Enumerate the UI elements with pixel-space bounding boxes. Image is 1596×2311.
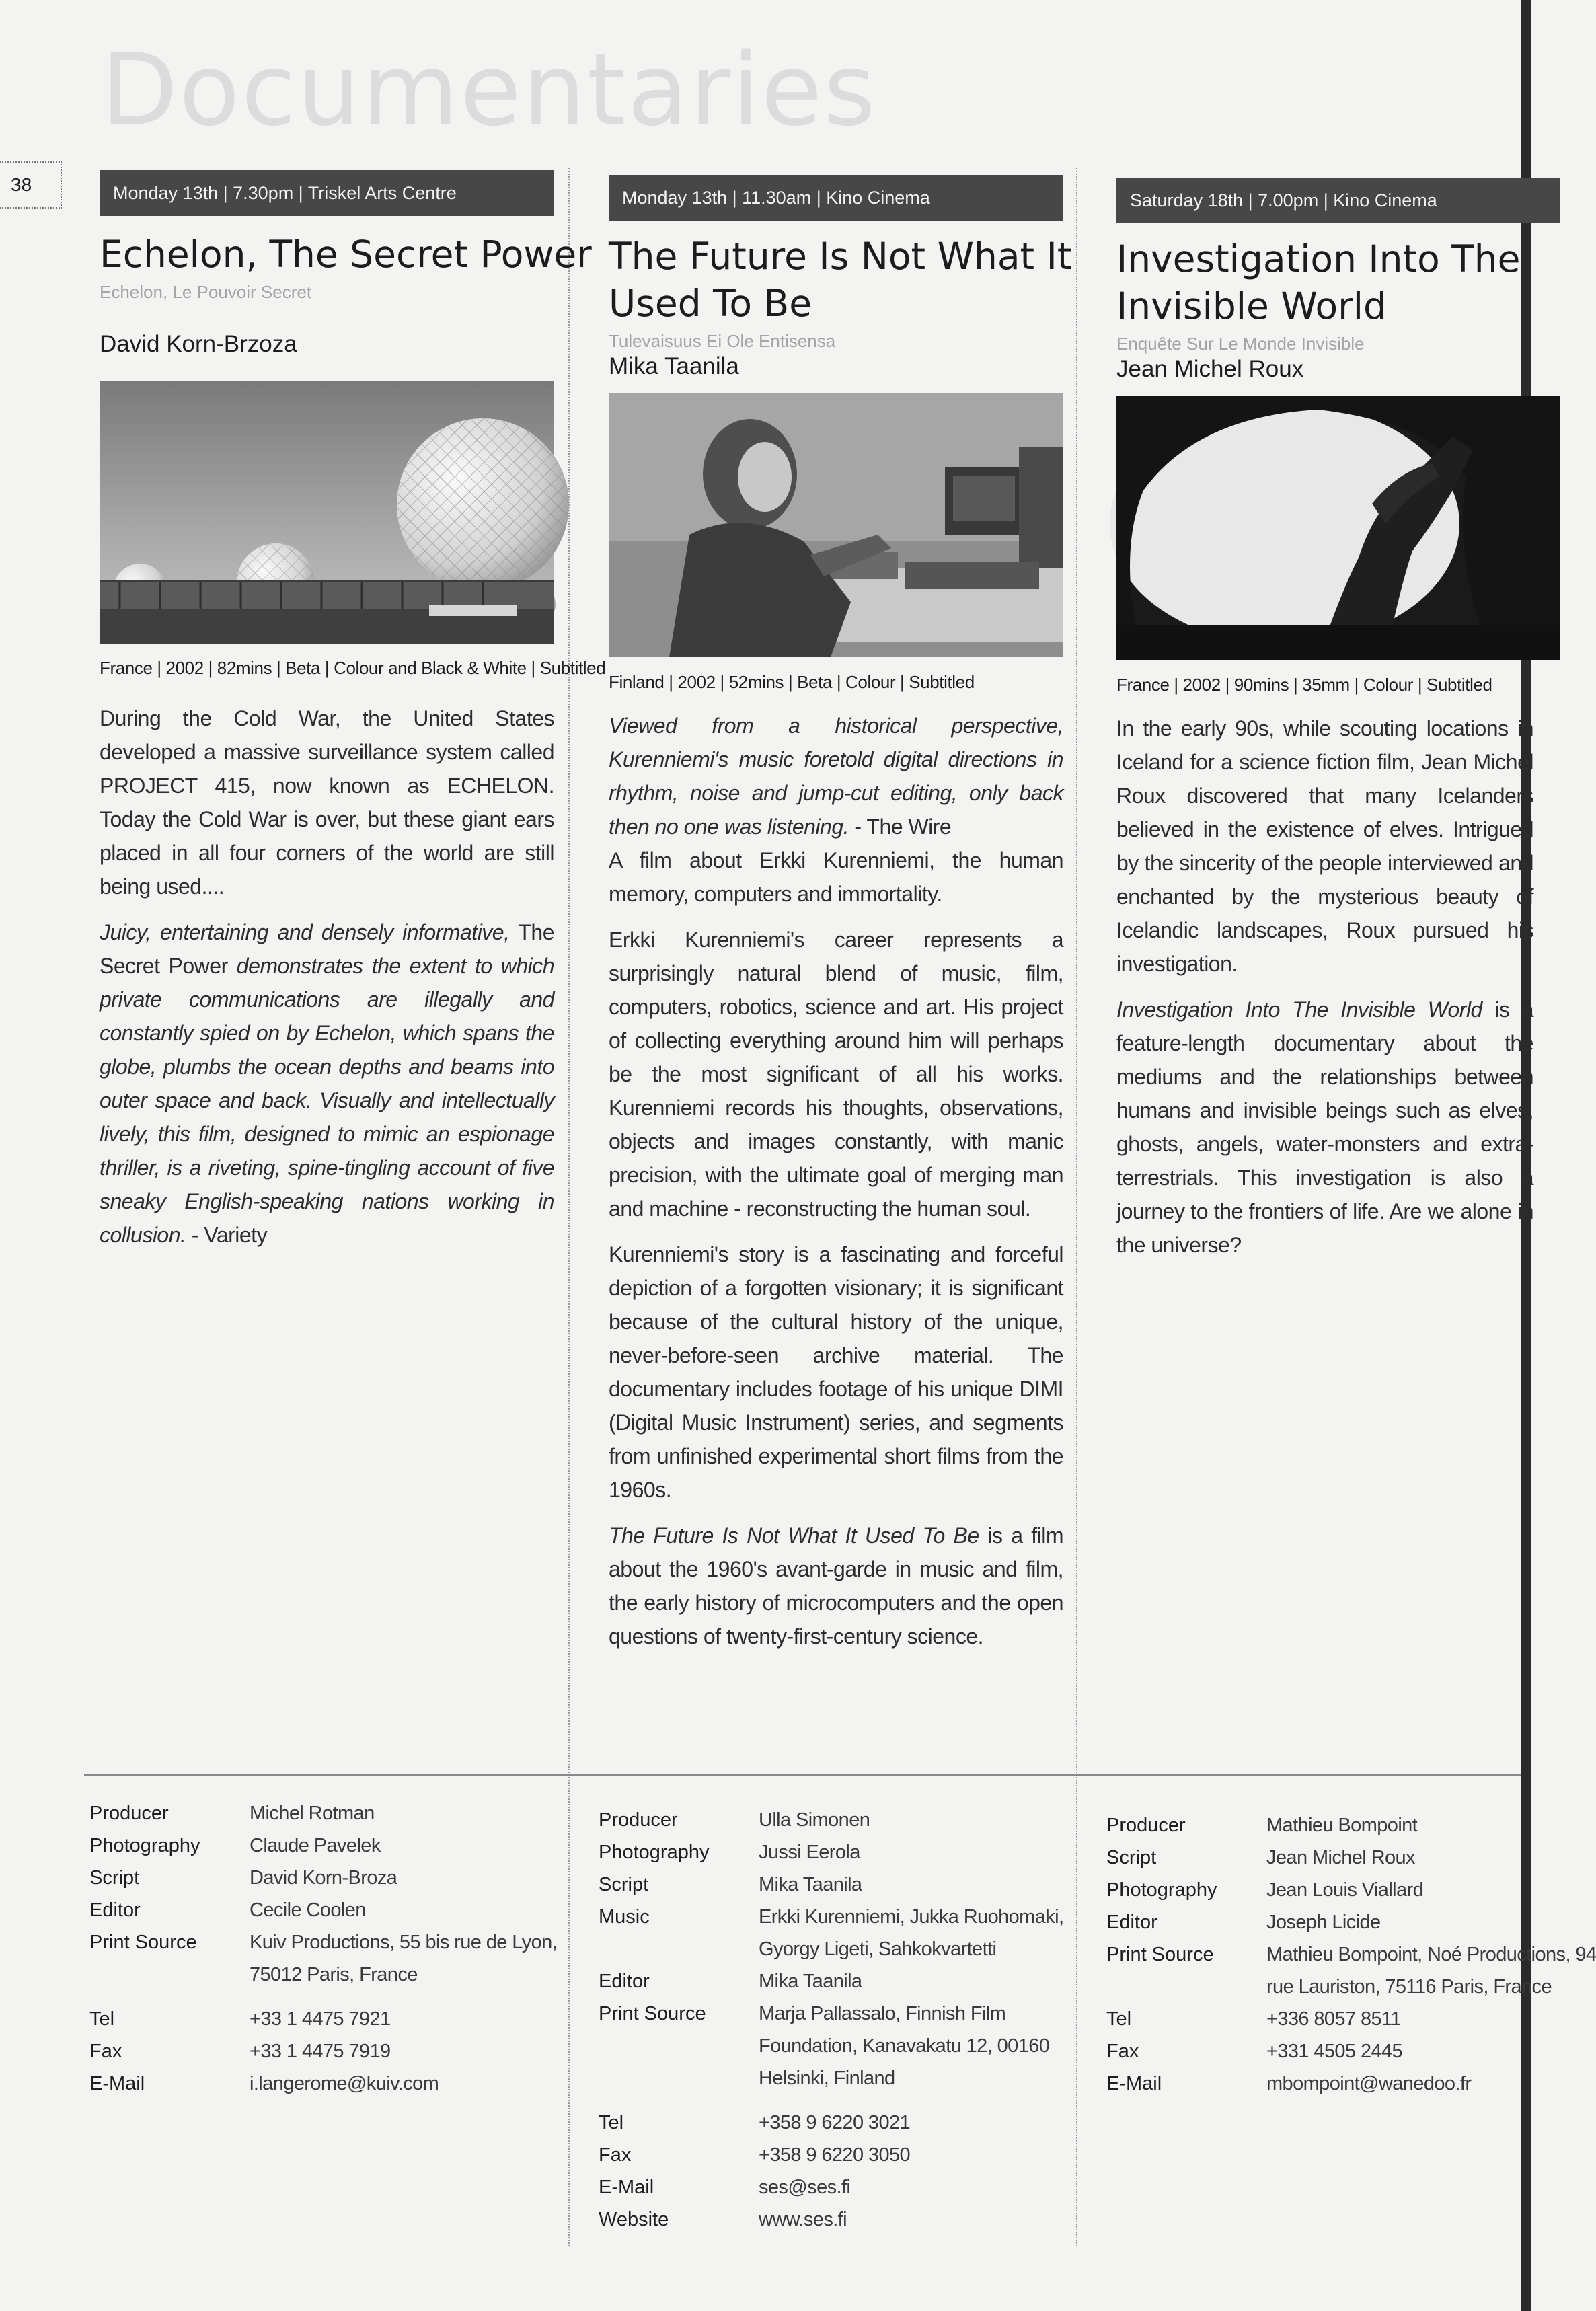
synopsis-paragraph: A film about Erkki Kurenniemi, the human memory, computers and immortality. (609, 848, 1063, 906)
credit-row: Script Mika Taanila (599, 1874, 862, 1895)
contact-row: Fax +358 9 6220 3050 (599, 2144, 911, 2166)
director-name: Mika Taanila (609, 353, 739, 379)
credits-echelon (89, 1797, 557, 2100)
screening-bar: Monday 13th | 7.30pm | Triskel Arts Centre (100, 170, 554, 216)
review-quote: Viewed from a historical perspective, Kurenniemi's music foretold digital directions in rhythm, noise and jump-cut editing, only back then no one was listening. - The Wire (609, 714, 1063, 839)
credit-row: Producer Ulla Simonen (599, 1809, 870, 1831)
contact-row: Fax +331 4505 2445 (1106, 2041, 1403, 2062)
credit-row: rue Lauriston, 75116 Paris, France (1266, 1976, 1552, 1998)
synopsis-paragraph: Kurenniemi's story is a fascinating and forceful depiction of a forgotten visionary; it is significant because of the cultural history of the unique, never-before-seen archive material. The documentary includes footage of his unique DIMI (Digital Music Instrument) series, and segments from unfinished experimental short films from the 1960s. (609, 1242, 1063, 1502)
synopsis-paragraph: Investigation Into The Invisible World is a feature-length documentary about the mediums and the relationships between humans and invisible beings such as elves, ghosts, angels, water-monsters and extra-terrestrials. This investigation is also a journey to the frontiers of life. Are we alone in the universe? (1116, 997, 1534, 1257)
credits-future (599, 1804, 1063, 2236)
credit-row: Photography Jussi Eerola (599, 1842, 860, 1863)
film-synopsis (100, 702, 554, 1252)
synopsis-paragraph: During the Cold War, the United States developed a massive surveillance system called PROJECT 415, now known as ECHELON. Today the Cold War is over, but these giant ears placed in all four corners of the world are still being used.... (100, 706, 554, 899)
original-title: Tulevaisuus Ei Ole Entisensa (609, 331, 836, 351)
credit-row: Print Source Kuiv Productions, 55 bis rue de Lyon, (89, 1932, 558, 1953)
page-number: 38 (0, 161, 62, 209)
contact-row: E-Mail i.langerome@kuiv.com (89, 2073, 439, 2094)
synopsis-paragraph: Erkki Kurenniemi's career represents a surprisingly natural blend of music, film, computers, robotics, science and art. His project of collecting everything around him will perhaps be the most significant of all his works. Kurenniemi records his thoughts, observations, objects and images constantly, with manic precision, with the ultimate goal of merging man and machine - reconstructing the human soul. (609, 927, 1063, 1221)
screening-bar: Saturday 18th | 7.00pm | Kino Cinema (1116, 178, 1560, 223)
credit-row: Editor Joseph Licide (1106, 1911, 1381, 1933)
credit-row: Music Erkki Kurenniemi, Jukka Ruohomaki, (599, 1906, 1064, 1928)
director-name: David Korn-Brzoza (100, 331, 297, 357)
credit-row: Print Source Mathieu Bompoint, Noé Productions, 94 (1106, 1944, 1596, 1965)
credit-row: Editor Mika Taanila (599, 1971, 862, 1992)
credit-row: Foundation, Kanavakatu 12, 00160 (759, 2035, 1050, 2057)
original-title: Echelon, Le Pouvoir Secret (100, 282, 312, 302)
credit-row: Gyorgy Ligeti, Sahkokvartetti (759, 1938, 997, 1960)
credits-invisible-world (1106, 1809, 1596, 2100)
screening-bar: Monday 13th | 11.30am | Kino Cinema (609, 175, 1063, 221)
credit-row: Print Source Marja Pallassalo, Finnish Film (599, 2003, 1006, 2024)
credit-row: Producer Michel Rotman (89, 1803, 375, 1824)
credit-row: Script Jean Michel Roux (1106, 1847, 1415, 1868)
film-column-future (609, 175, 1072, 1665)
contact-row: E-Mail ses@ses.fi (599, 2176, 851, 2198)
contact-row: Tel +336 8057 8511 (1106, 2008, 1401, 2030)
credit-row: Photography Claude Pavelek (89, 1835, 381, 1856)
director-name: Jean Michel Roux (1116, 356, 1304, 382)
contact-row: Website www.ses.fi (599, 2209, 847, 2230)
credit-row: Script David Korn-Broza (89, 1867, 397, 1889)
film-synopsis (609, 709, 1063, 1653)
credits-rule (84, 1774, 1521, 1776)
computer-photo-svg (609, 393, 1063, 657)
film-specs: France | 2002 | 90mins | 35mm | Colour | Subtitled (1116, 675, 1492, 695)
credit-row: 75012 Paris, France (250, 1964, 418, 1985)
synopsis-paragraph: In the early 90s, while scouting locations in Iceland for a science fiction film, Jean Michel Roux discovered that many Icelanders believed in the existence of elves. Intrigued by the sincerity of the people interviewed and enchanted by the mysterious beauty of Icelandic landscapes, Roux pursued his investigation. (1116, 716, 1533, 976)
credit-row: Producer Mathieu Bompoint (1106, 1815, 1418, 1836)
contact-row: Fax +33 1 4475 7919 (89, 2041, 391, 2062)
contact-row: E-Mail mbompoint@wanedoo.fr (1106, 2073, 1472, 2094)
film-synopsis (1116, 712, 1533, 1262)
film-title: The Future Is Not What It Used To Be (609, 235, 1072, 325)
film-still-silhouette (1116, 396, 1560, 660)
page-title: Documentaries (101, 32, 877, 148)
credit-row: Helsinki, Finland (759, 2068, 895, 2089)
credit-row: Photography Jean Louis Viallard (1106, 1879, 1424, 1901)
column-divider (568, 168, 570, 2246)
film-column-invisible-world (1116, 178, 1533, 1274)
contact-row: Tel +358 9 6220 3021 (599, 2112, 911, 2133)
synopsis-paragraph: The Future Is Not What It Used To Be is a film about the 1960's avant-garde in music and film, the early history of microcomputers and the open questions of twenty-first-century science. (609, 1523, 1064, 1649)
film-specs: Finland | 2002 | 52mins | Beta | Colour | Subtitled (609, 672, 975, 692)
radome-photo-svg (100, 381, 554, 644)
film-column-echelon (100, 170, 606, 1264)
film-still-kurenniemi (609, 393, 1063, 657)
column-divider (1076, 168, 1077, 2246)
film-title: Echelon, The Secret Power (100, 233, 592, 276)
film-still-radomes (100, 381, 554, 644)
silhouette-photo-svg (1116, 396, 1560, 660)
contact-row: Tel +33 1 4475 7921 (89, 2008, 391, 2030)
review-quote: Juicy, entertaining and densely informative, The Secret Power demonstrates the extent to which private communications are illegally and constantly spied on by Echelon, which spans the globe, plumbs the ocean depths and beams into outer space and back. Visually and intellectually lively, this film, designed to mimic an espionage thriller, is a riveting, spine-tingling account of five sneaky English-speaking nations working in collusion. - Variety (100, 920, 555, 1247)
original-title: Enquête Sur Le Monde Invisible (1116, 334, 1365, 354)
film-specs: France | 2002 | 82mins | Beta | Colour and Black & White | Subtitled (100, 658, 606, 678)
credit-row: Editor Cecile Coolen (89, 1899, 366, 1921)
film-title: Investigation Into The Invisible World (1116, 237, 1521, 328)
